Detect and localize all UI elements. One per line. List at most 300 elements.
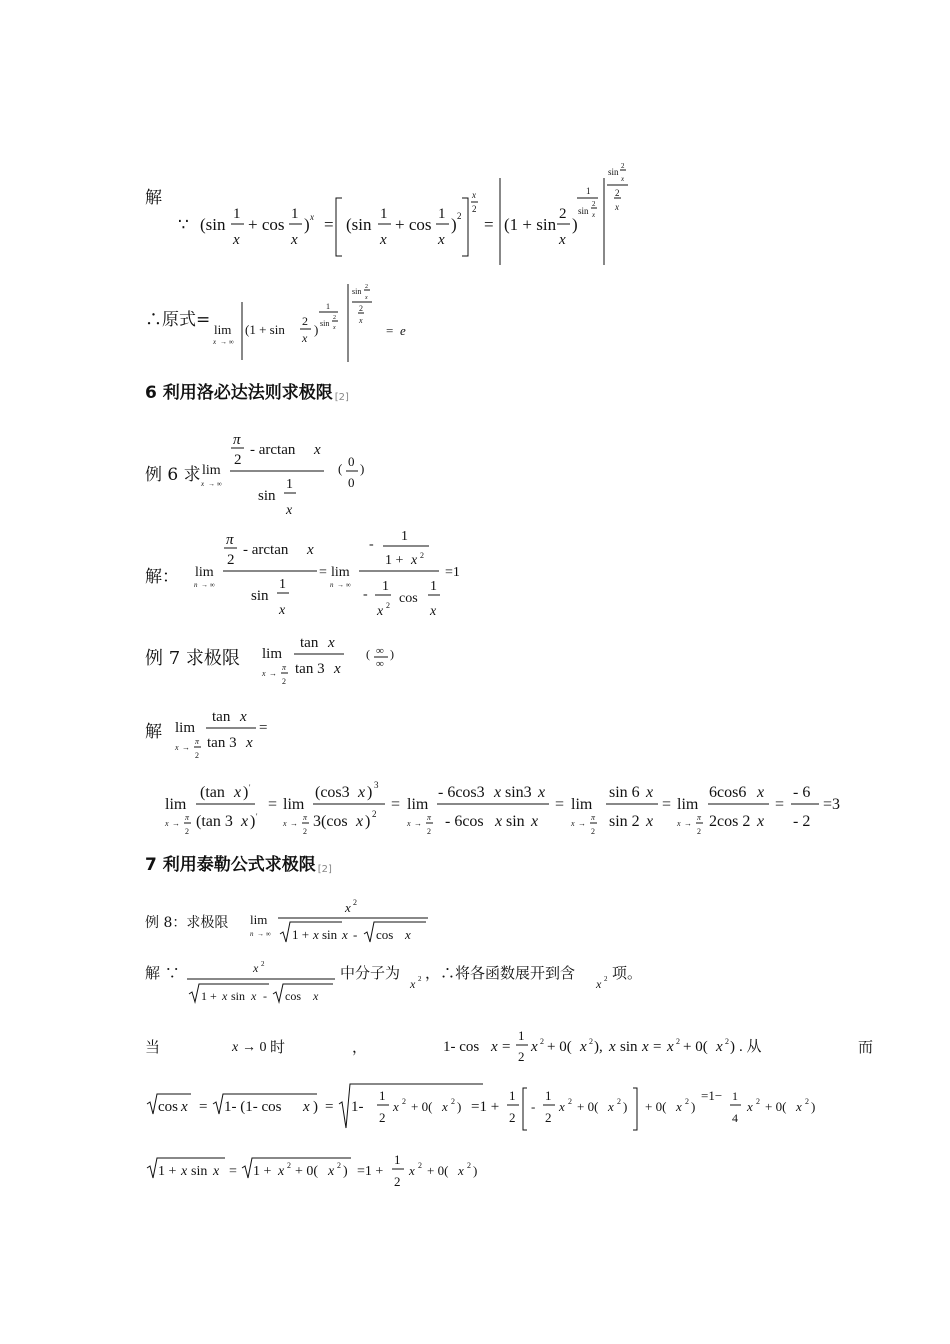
svg-text:): ): [572, 215, 578, 234]
svg-text:x: x: [747, 1099, 753, 1114]
svg-text:1: 1: [233, 206, 241, 222]
formula-sqrt-xsinx: [145, 1148, 505, 1198]
svg-text:2: 2: [359, 304, 363, 313]
svg-text:x: x: [291, 232, 298, 248]
svg-text:x: x: [307, 542, 314, 558]
svg-text:): ): [243, 784, 249, 801]
svg-text:-: -: [363, 587, 368, 602]
svg-text:sin: sin: [352, 287, 362, 296]
svg-text:sin: sin: [191, 1164, 208, 1179]
svg-text:=: =: [653, 1039, 662, 1055]
svg-text:x: x: [283, 819, 287, 828]
svg-text:x: x: [409, 1163, 415, 1178]
svg-text:x: x: [538, 784, 546, 801]
svg-text:): ): [390, 647, 394, 661]
svg-text:=1−: =1−: [701, 1088, 723, 1103]
svg-text:→ ∞: → ∞: [220, 338, 234, 346]
numerator-text: 中分子为: [340, 964, 401, 982]
svg-text:sin 2: sin 2: [609, 813, 640, 830]
solution-because-label: 解 ∵: [145, 964, 180, 982]
svg-text:lim: lim: [283, 796, 305, 813]
svg-text:lim: lim: [262, 646, 283, 662]
svg-text:(cos3: (cos3: [315, 784, 350, 801]
svg-text:lim: lim: [195, 565, 214, 580]
svg-text:e: e: [400, 323, 406, 338]
svg-text:=1 +: =1 +: [471, 1099, 500, 1115]
svg-text:x: x: [646, 784, 654, 801]
svg-text:2: 2: [287, 1161, 291, 1170]
svg-text:π: π: [697, 813, 702, 822]
svg-text:x: x: [310, 212, 314, 222]
svg-text:1: 1: [394, 1152, 401, 1167]
formula-example7: [262, 630, 412, 690]
example7-label: 例 7 求极限: [145, 648, 240, 669]
svg-text:lim: lim: [677, 796, 699, 813]
svg-text:sin: sin: [320, 319, 330, 328]
svg-text:=: =: [662, 796, 672, 813]
svg-text:2: 2: [685, 1097, 689, 1106]
svg-text:- 6: - 6: [793, 784, 811, 801]
svg-text:=: =: [199, 1099, 208, 1115]
svg-text:x: x: [286, 503, 293, 518]
svg-text:→: →: [414, 819, 422, 828]
svg-text:=: =: [229, 1164, 237, 1179]
svg-text:x: x: [334, 661, 341, 677]
svg-text:x: x: [495, 813, 503, 830]
svg-text:- 6cos3: - 6cos3: [438, 784, 485, 801]
section-heading-7: [145, 850, 332, 875]
svg-text:2: 2: [333, 315, 336, 321]
svg-text:): ): [250, 813, 256, 830]
svg-text:(: (: [366, 647, 370, 661]
svg-text:x: x: [165, 819, 169, 828]
svg-text:-: -: [369, 537, 374, 552]
formula-example6: [200, 422, 380, 522]
svg-text:→: →: [684, 819, 692, 828]
svg-text:x: x: [757, 784, 765, 801]
svg-text:x: x: [559, 1099, 565, 1114]
section-title: 7 利用泰勒公式求极限: [145, 855, 316, 875]
svg-text:1: 1: [326, 302, 330, 311]
svg-text:cos: cos: [285, 989, 301, 1003]
svg-text:2: 2: [621, 162, 625, 170]
svg-text:→ ∞: → ∞: [257, 930, 271, 938]
svg-text:-: -: [353, 927, 358, 942]
solution-label-7: 解: [145, 722, 162, 742]
svg-text:1: 1: [509, 1088, 516, 1103]
svg-text:-: -: [263, 989, 267, 1003]
svg-text:sin: sin: [231, 989, 246, 1003]
svg-text:→: →: [578, 819, 586, 828]
svg-text:): ): [451, 215, 457, 234]
svg-text:2: 2: [379, 1110, 386, 1125]
svg-text:+ cos: + cos: [395, 215, 432, 234]
formula-example8-fraction: [185, 956, 345, 1006]
svg-text:=3: =3: [823, 796, 841, 813]
svg-text:=: =: [502, 1039, 511, 1055]
svg-text:=: =: [386, 323, 394, 338]
svg-text:x: x: [491, 1039, 498, 1055]
svg-text:4: 4: [732, 1111, 738, 1125]
reference-mark: [2]: [317, 864, 332, 875]
svg-text:): ): [314, 322, 319, 337]
svg-text:x: x: [313, 927, 319, 942]
expand-text: ，∴将各函数展开到含: [425, 964, 576, 982]
svg-text:x: x: [676, 1099, 682, 1114]
svg-text:3(cos: 3(cos: [313, 813, 348, 830]
svg-text:x: x: [757, 813, 765, 830]
formula-sqrt-cos: [145, 1084, 825, 1134]
svg-text:1: 1: [291, 206, 299, 222]
svg-text:=: =: [555, 796, 565, 813]
svg-text:x: x: [377, 604, 384, 619]
svg-text:1: 1: [286, 477, 293, 492]
solution-label-colon: 解：: [145, 567, 179, 587]
svg-text:2: 2: [568, 1097, 572, 1106]
svg-text:x: x: [609, 1039, 616, 1055]
svg-text:2: 2: [337, 1161, 341, 1170]
svg-text:=: =: [391, 796, 401, 813]
svg-text:2: 2: [353, 898, 357, 907]
svg-text:2: 2: [451, 1097, 455, 1106]
svg-text:2: 2: [394, 1174, 401, 1189]
reference-mark: [2]: [334, 392, 349, 403]
solution-label: 解: [145, 188, 162, 208]
svg-text:1: 1: [379, 1088, 386, 1103]
svg-text:6cos6: 6cos6: [709, 784, 747, 801]
svg-text:2: 2: [617, 1097, 621, 1106]
svg-text:cos: cos: [376, 927, 394, 942]
svg-text:n: n: [330, 581, 334, 589]
svg-text:): ): [623, 1099, 628, 1114]
svg-text:. 从: . 从: [739, 1039, 762, 1055]
svg-text:x: x: [201, 480, 205, 488]
svg-text:lim: lim: [571, 796, 593, 813]
svg-text:sin: sin: [322, 927, 338, 942]
svg-text:n: n: [250, 930, 254, 938]
svg-text:): ): [457, 1099, 462, 1114]
svg-text:2: 2: [592, 200, 596, 208]
svg-text:2: 2: [282, 677, 286, 686]
svg-text:): ): [691, 1099, 696, 1114]
svg-text:1: 1: [279, 577, 286, 592]
svg-text:x: x: [559, 232, 566, 248]
svg-text:x: x: [213, 338, 217, 346]
svg-text:1-: 1-: [351, 1099, 364, 1115]
svg-text:x: x: [442, 1099, 448, 1114]
svg-text:): ): [367, 784, 373, 801]
svg-text:tan 3: tan 3: [295, 661, 325, 677]
svg-text:2: 2: [518, 1049, 525, 1064]
svg-text:x: x: [677, 819, 681, 828]
svg-text:=: =: [319, 565, 327, 580]
svg-text:3: 3: [374, 780, 379, 790]
svg-text:': ': [256, 812, 258, 821]
svg-text:2: 2: [234, 452, 242, 468]
svg-text:x: x: [240, 709, 247, 725]
svg-text:(sin: (sin: [200, 215, 226, 234]
svg-text:): ): [730, 1039, 735, 1055]
svg-text:2: 2: [261, 960, 265, 968]
svg-text:2: 2: [427, 827, 431, 836]
svg-text:x: x: [328, 635, 335, 651]
svg-text:sin: sin: [578, 206, 589, 216]
svg-text:π: π: [427, 813, 432, 822]
svg-text:x: x: [241, 813, 249, 830]
svg-text:2: 2: [227, 552, 235, 568]
svg-text:1: 1: [380, 206, 388, 222]
svg-text:→ 0: → 0: [242, 1040, 267, 1055]
svg-text:2: 2: [365, 284, 368, 290]
svg-text:π: π: [233, 432, 241, 448]
svg-text:-: -: [531, 1099, 536, 1114]
svg-text:(sin: (sin: [346, 215, 372, 234]
svg-text:sin 6: sin 6: [609, 784, 640, 801]
svg-text:x: x: [796, 1099, 802, 1114]
when-label: 当: [145, 1038, 161, 1056]
svg-text:x: x: [262, 669, 266, 678]
svg-text:1: 1: [586, 186, 591, 196]
therefore-original-label: ∴原式=: [145, 310, 211, 330]
svg-text:=: =: [775, 796, 785, 813]
svg-text:2: 2: [303, 827, 307, 836]
svg-text:1 +: 1 +: [201, 989, 217, 1003]
svg-text:x: x: [358, 784, 366, 801]
svg-text:2: 2: [509, 1110, 516, 1125]
svg-text:+ 0(: + 0(: [411, 1099, 433, 1114]
svg-text:x: x: [253, 961, 259, 975]
svg-text:2: 2: [604, 975, 608, 983]
svg-text:x: x: [251, 989, 257, 1003]
svg-text:1: 1: [401, 529, 408, 544]
svg-text:(1 + sin: (1 + sin: [245, 322, 285, 337]
svg-text:): ): [365, 813, 371, 830]
svg-text:1 +: 1 +: [158, 1164, 177, 1179]
svg-text:x: x: [596, 977, 602, 991]
svg-text:x: x: [246, 735, 253, 751]
svg-text:∞: ∞: [376, 645, 384, 657]
svg-text:x: x: [592, 211, 596, 219]
svg-text:sin3: sin3: [505, 784, 532, 801]
svg-text:=: =: [324, 215, 334, 234]
svg-text:0: 0: [348, 454, 355, 469]
svg-text:- arctan: - arctan: [250, 442, 296, 458]
svg-text:tan: tan: [300, 635, 319, 651]
formula-identity: [178, 160, 698, 270]
svg-text:+ 0(: + 0(: [577, 1099, 599, 1114]
svg-text:lim: lim: [165, 796, 187, 813]
section-heading-6: [145, 378, 349, 403]
svg-text:x: x: [313, 989, 319, 1003]
svg-text:→: →: [182, 743, 190, 752]
svg-text:2: 2: [418, 1161, 422, 1170]
svg-text:2: 2: [457, 211, 462, 221]
svg-text:2: 2: [420, 551, 424, 560]
svg-text:sin: sin: [251, 588, 269, 604]
formula-solution7-chain: [165, 776, 885, 846]
svg-text:x: x: [181, 1164, 188, 1179]
svg-text:+ 0(: + 0(: [295, 1164, 319, 1179]
formula-taylor-cos-xsin: [443, 1026, 783, 1066]
svg-text:x: x: [342, 927, 348, 942]
svg-text:2: 2: [676, 1037, 680, 1046]
svg-text:x: x: [328, 1164, 335, 1179]
svg-text:x: x: [494, 784, 502, 801]
svg-text:1 +: 1 +: [253, 1164, 272, 1179]
time-label: 时: [270, 1038, 286, 1056]
svg-text:π: π: [303, 813, 308, 822]
svg-text:1: 1: [438, 206, 446, 222]
svg-text:1: 1: [545, 1088, 552, 1103]
svg-text:x: x: [410, 977, 416, 991]
svg-text:1 +: 1 +: [292, 927, 310, 942]
svg-text:+ 0(: + 0(: [765, 1099, 787, 1114]
svg-text:): ): [304, 215, 310, 234]
svg-text:): ): [313, 1099, 318, 1115]
svg-text:2: 2: [467, 1161, 471, 1170]
svg-text:π: π: [591, 813, 596, 822]
svg-text:(tan: (tan: [200, 784, 225, 801]
svg-text:x: x: [608, 1099, 614, 1114]
svg-text:): ): [473, 1163, 478, 1178]
svg-text:lim: lim: [175, 720, 196, 736]
thus-label: 而: [858, 1038, 874, 1056]
svg-text:x: x: [380, 232, 387, 248]
svg-text:cos: cos: [399, 591, 418, 606]
svg-text:π: π: [195, 737, 200, 746]
svg-text:x: x: [407, 819, 411, 828]
svg-text:1: 1: [430, 579, 437, 594]
svg-text:2: 2: [805, 1097, 809, 1106]
svg-text:x: x: [667, 1039, 674, 1055]
svg-text:∞: ∞: [376, 658, 384, 670]
svg-text:sin: sin: [620, 1039, 638, 1055]
svg-text:x: x: [302, 331, 308, 345]
svg-text:x: x: [303, 1099, 310, 1115]
svg-text:2: 2: [591, 827, 595, 836]
svg-text:→: →: [269, 669, 277, 678]
svg-text:1 +: 1 +: [385, 553, 404, 568]
svg-text:): ): [343, 1164, 348, 1179]
svg-text:→ ∞: → ∞: [337, 581, 351, 589]
svg-text:1- (1- cos: 1- (1- cos: [224, 1099, 282, 1115]
svg-text:x: x: [393, 1099, 399, 1114]
svg-text:x: x: [356, 813, 364, 830]
svg-text:sin: sin: [608, 167, 619, 177]
formula-solution7-start: [175, 703, 295, 767]
svg-text:x: x: [333, 325, 336, 331]
svg-text:x: x: [646, 813, 654, 830]
formula-solution6: [193, 522, 493, 622]
svg-text:lim: lim: [214, 322, 232, 337]
svg-text:+ 0(: + 0(: [683, 1039, 708, 1055]
svg-text:(tan 3: (tan 3: [196, 813, 233, 830]
svg-text:=: =: [259, 720, 268, 736]
svg-text:2: 2: [472, 204, 477, 214]
comma-separator: ，: [352, 1038, 368, 1056]
svg-text:+ 0(: + 0(: [427, 1163, 449, 1178]
svg-text:2: 2: [559, 206, 567, 222]
svg-text:x: x: [222, 989, 228, 1003]
svg-text:x: x: [621, 175, 625, 183]
svg-text:x: x: [472, 190, 476, 200]
svg-text:=: =: [325, 1099, 334, 1115]
svg-text:→: →: [290, 819, 298, 828]
svg-text:x: x: [278, 1164, 285, 1179]
svg-text:),: ),: [594, 1039, 603, 1055]
svg-text:x: x: [314, 442, 321, 458]
svg-text:+ 0(: + 0(: [645, 1099, 667, 1114]
svg-text:→: →: [172, 819, 180, 828]
svg-text:lim: lim: [331, 565, 350, 580]
svg-text:x: x: [405, 927, 411, 942]
svg-text:x: x: [580, 1039, 587, 1055]
svg-text:2: 2: [756, 1097, 760, 1106]
svg-text:x: x: [345, 900, 351, 915]
svg-text:2: 2: [540, 1037, 544, 1046]
svg-text:1: 1: [732, 1089, 738, 1103]
svg-text:x: x: [642, 1039, 649, 1055]
svg-text:x: x: [365, 295, 368, 301]
svg-text:2: 2: [589, 1037, 593, 1046]
svg-text:x: x: [438, 232, 445, 248]
svg-text:x: x: [531, 1039, 538, 1055]
svg-text:=1 +: =1 +: [357, 1164, 384, 1179]
example8-label: 例 8：求极限: [145, 915, 229, 931]
svg-text:': ': [249, 783, 251, 792]
svg-text:sin: sin: [258, 488, 276, 504]
svg-text:x: x: [411, 553, 418, 568]
svg-text:2: 2: [418, 975, 422, 983]
svg-text:n: n: [194, 581, 198, 589]
section-title: 6 利用洛必达法则求极限: [145, 383, 333, 403]
svg-text:lim: lim: [250, 912, 268, 927]
svg-text:(: (: [338, 461, 343, 476]
svg-text:2: 2: [185, 827, 189, 836]
formula-limit-e: [212, 282, 432, 367]
svg-text:2: 2: [725, 1037, 729, 1046]
svg-text:(1 + sin: (1 + sin: [504, 215, 557, 234]
svg-text:π: π: [282, 663, 287, 672]
svg-text:x: x: [716, 1039, 723, 1055]
svg-text:x: x: [232, 1040, 239, 1055]
formula-example8: [250, 896, 440, 946]
svg-text:sin: sin: [506, 813, 525, 830]
term-text: 项。: [612, 964, 643, 982]
svg-text:- 2: - 2: [793, 813, 811, 830]
svg-text:1: 1: [518, 1028, 525, 1043]
svg-text:=: =: [268, 796, 278, 813]
svg-text:π: π: [226, 532, 234, 548]
svg-text:x: x: [175, 743, 179, 752]
svg-text:x: x: [571, 819, 575, 828]
svg-text:x: x: [234, 784, 242, 801]
svg-text:tan: tan: [212, 709, 231, 725]
svg-text:2cos 2: 2cos 2: [709, 813, 751, 830]
svg-text:→ ∞: → ∞: [201, 581, 215, 589]
svg-text:∵: ∵: [178, 215, 189, 235]
svg-text:lim: lim: [202, 463, 221, 478]
svg-text:+ cos: + cos: [248, 215, 285, 234]
svg-text:- arctan: - arctan: [243, 542, 289, 558]
svg-text:x: x: [615, 202, 619, 212]
svg-text:1: 1: [382, 579, 389, 594]
svg-text:π: π: [185, 813, 190, 822]
svg-text:x: x: [531, 813, 539, 830]
svg-text:2: 2: [545, 1110, 552, 1125]
svg-text:- 6cos: - 6cos: [445, 813, 484, 830]
svg-text:2: 2: [195, 751, 199, 760]
